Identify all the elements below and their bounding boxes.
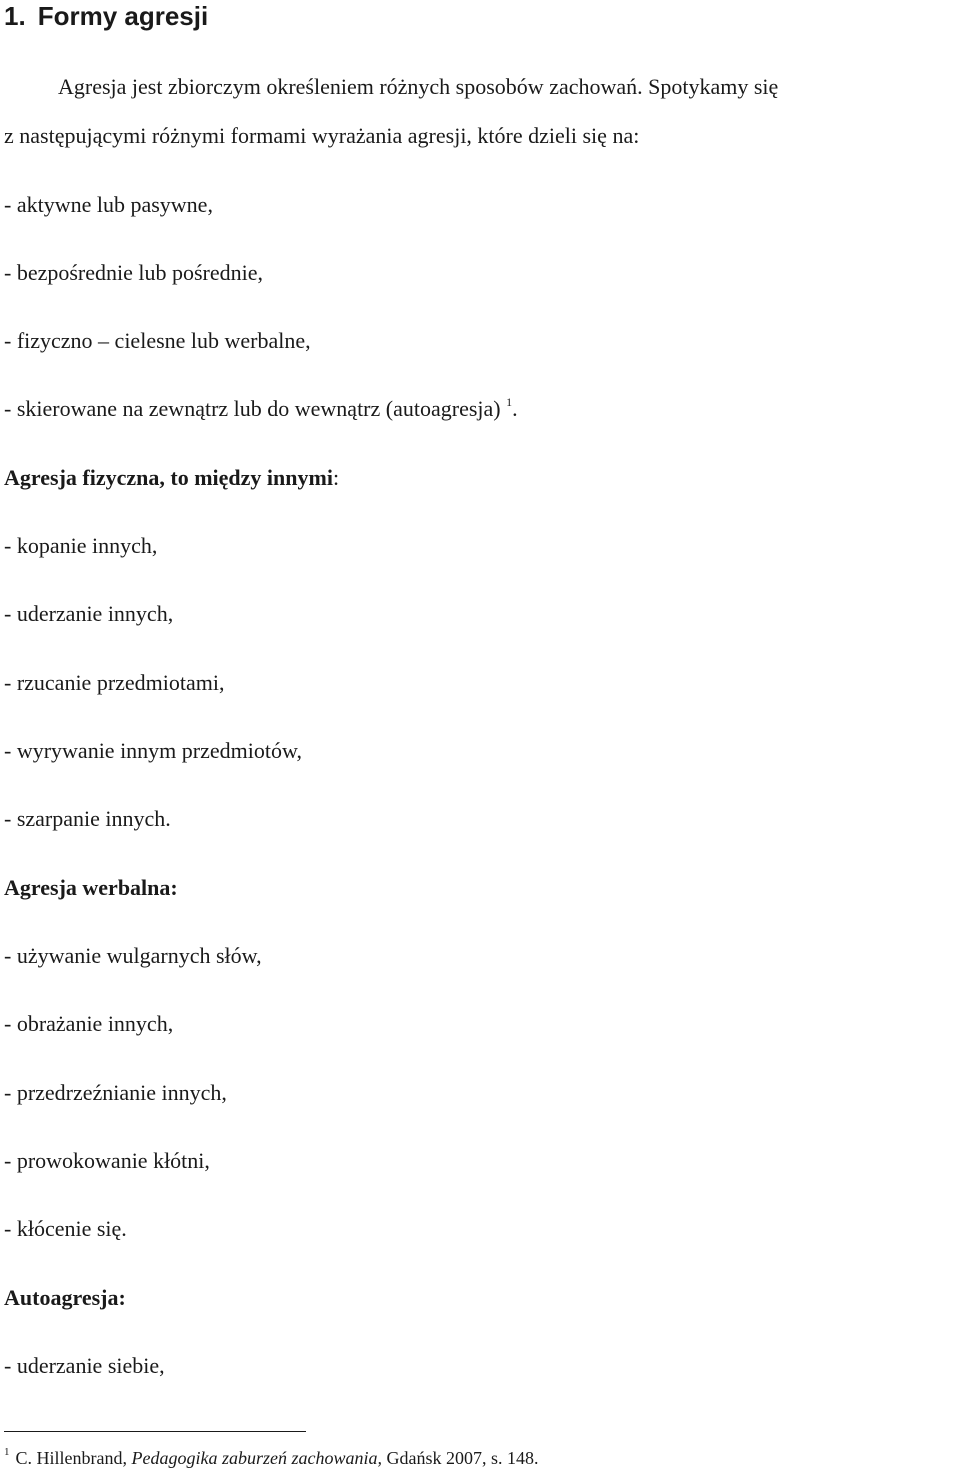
list-item: - używanie wulgarnych słów, <box>4 943 262 968</box>
verbal-aggression-heading: Agresja werbalna: <box>4 875 178 900</box>
list-item: - wyrywanie innym przedmiotów, <box>4 738 302 763</box>
list-item: - prowokowanie kłótni, <box>4 1148 210 1173</box>
list-item-period: . <box>512 396 518 421</box>
physical-aggression-title: Agresja fizyczna, to między innymi <box>4 465 333 490</box>
list-item: - kopanie innych, <box>4 533 158 558</box>
list-item: - kłócenie się. <box>4 1216 127 1241</box>
intro-line-1: Agresja jest zbiorczym określeniem różnych sposobów zachowań. Spotykamy się <box>58 74 779 99</box>
footnote-publication: Gdańsk 2007, s. 148. <box>381 1448 539 1468</box>
self-aggression-heading: Autoagresja: <box>4 1285 126 1310</box>
list-item-text: - skierowane na zewnątrz lub do wewnątrz (autoagresja) <box>4 396 501 421</box>
list-item-with-footnote <box>4 395 518 421</box>
footnote-separator <box>4 1431 306 1432</box>
section-heading <box>4 3 208 29</box>
footnote <box>4 1446 539 1468</box>
footnote-author: C. Hillenbrand, <box>15 1448 132 1468</box>
intro-line-2: z następującymi różnymi formami wyrażania agresji, które dzieli się na: <box>4 123 640 148</box>
list-item: - aktywne lub pasywne, <box>4 192 213 217</box>
list-item: - uderzanie innych, <box>4 601 174 626</box>
physical-aggression-heading <box>4 467 339 489</box>
footnote-mark: 1 <box>4 1446 10 1458</box>
list-item: - fizyczno – cielesne lub werbalne, <box>4 328 311 353</box>
footnote-book-title: Pedagogika zaburzeń zachowania, <box>131 1448 382 1468</box>
section-number: 1. <box>4 1 26 31</box>
list-item: - bezpośrednie lub pośrednie, <box>4 260 264 285</box>
section-title: Formy agresji <box>37 1 209 31</box>
list-item: - uderzanie siebie, <box>4 1353 165 1378</box>
list-item: - szarpanie innych. <box>4 806 171 831</box>
list-item: - rzucanie przedmiotami, <box>4 670 225 695</box>
footnote-reference[interactable]: 1 <box>506 395 513 409</box>
physical-aggression-colon: : <box>332 465 340 490</box>
list-item: - przedrzeźnianie innych, <box>4 1080 227 1105</box>
list-item: - obrażanie innych, <box>4 1011 174 1036</box>
